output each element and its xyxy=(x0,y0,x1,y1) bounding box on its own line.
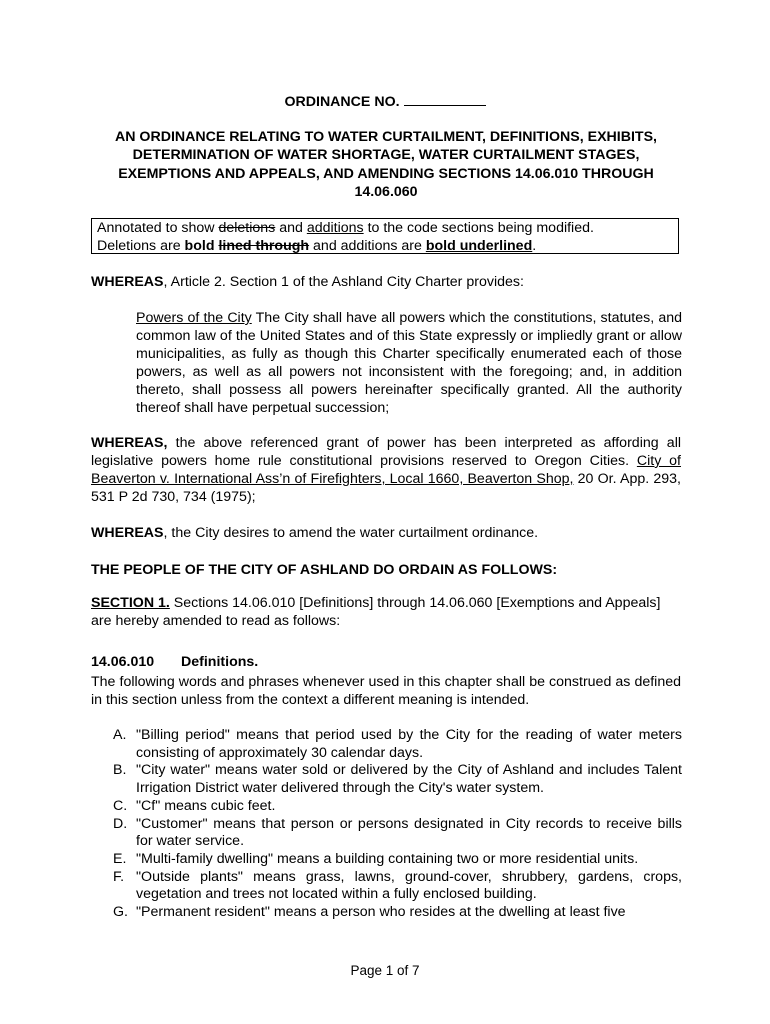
whereas-label: WHEREAS xyxy=(91,525,164,541)
bold-underlined-example: bold underlined xyxy=(425,238,533,254)
definition-letter: E. xyxy=(113,850,127,867)
ordinance-label: ORDINANCE NO. xyxy=(284,94,400,110)
ordain-clause: THE PEOPLE OF THE CITY OF ASHLAND DO ORDAIN AS FOLLOWS: xyxy=(91,562,558,578)
definitions-heading xyxy=(91,654,258,670)
definition-item xyxy=(113,869,682,904)
whereas-label: WHEREAS, xyxy=(91,435,168,451)
case-reporter: 20 Or. App. 293, 531 P 2d 730, 734 (1975); xyxy=(91,471,681,505)
definition-item xyxy=(113,816,682,851)
annotation-text: Deletions are xyxy=(97,238,185,254)
annotation-text: to the code sections being modified. xyxy=(363,220,594,236)
page-footer: Page 1 of 7 xyxy=(350,963,420,978)
deletions-example: deletions xyxy=(218,220,276,236)
whereas-paragraph-3 xyxy=(91,524,681,542)
ordinance-number-blank xyxy=(404,93,486,106)
definition-item xyxy=(113,762,682,797)
whereas-text: the above referenced grant of power has been interpreted as affording all legislative powers home rule constitutional provisions reserved to Oregon Cities. xyxy=(91,435,681,469)
bold-example: bold xyxy=(184,238,215,254)
definition-letter: G. xyxy=(113,904,128,921)
annotation-text: . xyxy=(532,238,537,254)
annotation-line-2 xyxy=(97,237,678,255)
definition-text: "Outside plants" means grass, lawns, ground-cover, shrubbery, gardens, crops, vegetation and trees not located within a fully enclosed building. xyxy=(136,868,682,903)
annotation-text: and xyxy=(275,220,307,236)
definition-text: "Billing period" means that period used by the City for the reading of water meters consisting of approximately 30 calendar days. xyxy=(136,727,682,761)
section-1-label: SECTION 1. xyxy=(91,595,170,611)
section-title: Definitions. xyxy=(181,654,259,670)
annotation-text: Annotated to show xyxy=(97,220,219,236)
whereas-label: WHEREAS xyxy=(91,274,164,290)
definition-item xyxy=(113,727,682,762)
definition-letter: C. xyxy=(113,797,128,814)
annotation-box xyxy=(91,218,679,254)
definition-text: "Cf" means cubic feet. xyxy=(136,797,276,814)
definition-letter: A. xyxy=(113,727,127,743)
whereas-text: , Article 2. Section 1 of the Ashland City Charter provides: xyxy=(163,274,524,290)
annotation-text: and additions are xyxy=(309,238,426,254)
whereas-text: , the City desires to amend the water curtailment ordinance. xyxy=(163,525,539,541)
definitions-intro: The following words and phrases whenever used in this chapter shall be construed as defined in this section unless from the context a different meaning is intended. xyxy=(91,674,681,708)
whereas-paragraph-2 xyxy=(91,434,681,506)
definition-letter: D. xyxy=(113,815,128,832)
lined-through-example: lined through xyxy=(218,238,310,254)
additions-example: additions xyxy=(306,220,364,236)
section-1-text: Sections 14.06.010 [Definitions] through 14.06.060 [Exemptions and Appeals] are hereby amended to read as follows: xyxy=(91,595,661,629)
section-1 xyxy=(91,594,681,630)
whereas-paragraph-1 xyxy=(91,273,681,291)
charter-quote-title: Powers of the City xyxy=(136,310,252,326)
case-citation: City of Beaverton v. International Ass’n of Firefighters, Local 1660, Beaverton Shop, xyxy=(91,453,681,487)
definition-text: "Multi-family dwelling" means a building containing two or more residential units. xyxy=(136,850,639,867)
definition-item xyxy=(113,798,682,816)
charter-quote-text: The City shall have all powers which the constitutions, statutes, and common law of the United States and of this State expressly or impliedly grant or allow municipalities, as fully as though this Charter specifically enumerated each of those powers, as well as all powers not inconsistent with the foregoing; and, in addition thereto, shall possess all powers hereinafter specifically granted. All the authority thereof shall have perpetual succession; xyxy=(136,310,682,416)
definition-item xyxy=(113,851,682,869)
definition-item xyxy=(113,904,682,922)
annotation-line-1 xyxy=(97,219,678,237)
definition-text: "Permanent resident" means a person who resides at the dwelling at least five xyxy=(136,904,626,921)
definition-letter: F. xyxy=(113,868,125,885)
definition-letter: B. xyxy=(113,762,127,779)
definitions-list xyxy=(113,727,682,922)
ordinance-heading: AN ORDINANCE RELATING TO WATER CURTAILMENT, DEFINITIONS, EXHIBITS, DETERMINATION OF WATER SHORTAGE, WATER CURTAILMENT STAGES, EXEMPTIONS AND APPEALS, AND AMENDING SECTIONS 14.06.010 THROUGH 14.06.060 xyxy=(114,129,657,200)
section-number: 14.06.010 xyxy=(91,654,155,670)
charter-quote xyxy=(136,309,682,417)
definition-text: "City water" means water sold or delivered by the City of Ashland and includes Talent Irrigation District water delivered through the City's water system. xyxy=(136,762,682,797)
ordinance-number-line xyxy=(0,93,770,110)
definition-text: "Customer" means that person or persons designated in City records to receive bills for water service. xyxy=(136,815,682,850)
